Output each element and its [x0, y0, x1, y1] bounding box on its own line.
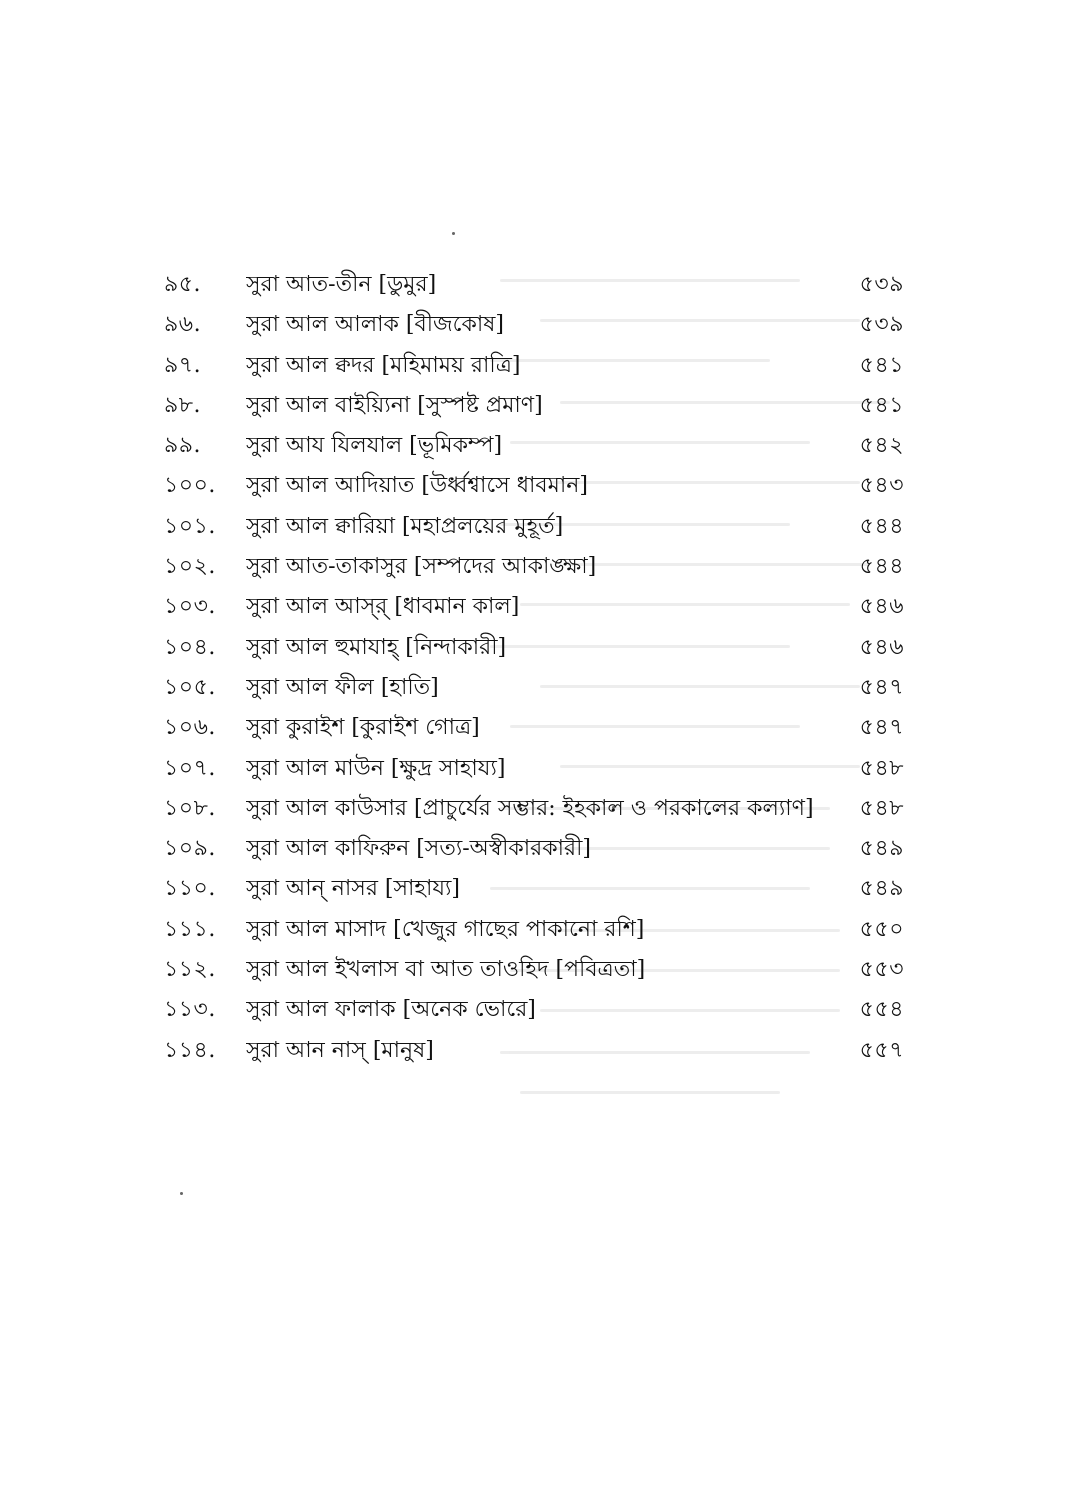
entry-number: ৯৬. [164, 312, 202, 338]
toc-entry [160, 910, 920, 950]
toc-entry [160, 668, 920, 708]
entry-page-number: ৫৫৩ [859, 957, 904, 983]
entry-number: ৯৭. [164, 352, 202, 378]
entry-number: ১০১. [164, 513, 216, 539]
entry-title: সুরা আন নাস্ [মানুষ] [246, 1037, 434, 1063]
entry-page-number: ৫৪৬ [859, 594, 904, 620]
toc-entry [160, 466, 920, 506]
toc-entry [160, 749, 920, 789]
entry-page-number: ৫৩৯ [859, 272, 904, 297]
entry-page-number: ৫৫০ [859, 916, 904, 942]
entry-title: সুরা আল ক্বারিয়া [মহাপ্রলয়ের মুহূর্ত] [246, 513, 564, 539]
toc-entry [160, 265, 920, 305]
entry-page-number: ৫৪৭ [859, 674, 904, 700]
entry-title: সুরা আল বাইয়্যিনা [সুস্পষ্ট প্রমাণ] [246, 392, 543, 418]
entry-number: ১১৪. [164, 1037, 216, 1063]
entry-page-number: ৫৪১ [859, 352, 904, 378]
entry-number: ৯৯. [164, 433, 202, 459]
entry-number: ৯৮. [164, 392, 202, 418]
toc-entry [160, 829, 920, 869]
entry-title: সুরা কুরাইশ [কুরাইশ গোত্র] [246, 715, 480, 741]
scan-speck [180, 1192, 183, 1195]
toc-entry [160, 990, 920, 1030]
entry-page-number: ৫৪৩ [859, 473, 904, 499]
entry-page-number: ৫৪৭ [859, 715, 904, 741]
entry-page-number: ৫৪৬ [859, 634, 904, 660]
entry-page-number: ৫৪৯ [859, 836, 904, 862]
entry-title: সুরা আল ক্বদর [মহিমাময় রাত্রি] [246, 352, 521, 378]
entry-number: ১০৮. [164, 795, 216, 821]
entry-title: সুরা আল হুমাযাহ্ [নিন্দাকারী] [246, 634, 507, 660]
entry-title: সুরা আল আদিয়াত [উর্ধ্বশ্বাসে ধাবমান] [246, 473, 588, 499]
entry-number: ১০২. [164, 554, 216, 580]
entry-page-number: ৫৪৯ [859, 876, 904, 902]
entry-number: ১১৩. [164, 997, 216, 1023]
entry-number: ১০০. [164, 473, 216, 499]
entry-title: সুরা আল ইখলাস বা আত তাওহিদ [পবিত্রতা] [246, 957, 646, 983]
entry-page-number: ৫৩৯ [859, 312, 904, 338]
table-of-contents [160, 265, 920, 1071]
toc-entry [160, 507, 920, 547]
toc-entry [160, 628, 920, 668]
entry-title: সুরা আল আলাক [বীজকোষ] [246, 312, 505, 338]
entry-page-number: ৫৫৪ [859, 997, 904, 1023]
entry-page-number: ৫৫৭ [859, 1037, 904, 1063]
entry-number: ১০৫. [164, 674, 216, 700]
scan-speck [452, 232, 455, 235]
entry-number: ১০৩. [164, 594, 216, 620]
toc-entry [160, 708, 920, 748]
entry-page-number: ৫৪৮ [859, 795, 904, 821]
entry-title: সুরা আল কাউসার [প্রাচুর্যের সম্ভার: ইহকাল ও পরকালের কল্যাণ] [246, 795, 814, 821]
entry-title: সুরা আত-তাকাসুর [সম্পদের আকাঙ্ক্ষা] [246, 554, 597, 580]
entry-title: সুরা আল ফালাক [অনেক ভোরে] [246, 997, 536, 1023]
entry-number: ১১২. [164, 957, 216, 983]
toc-entry [160, 426, 920, 466]
entry-title: সুরা আল ফীল [হাতি] [246, 674, 439, 700]
entry-title: সুরা আল মাউন [ক্ষুদ্র সাহায্য] [246, 755, 506, 781]
toc-entry [160, 346, 920, 386]
toc-entry [160, 305, 920, 345]
entry-page-number: ৫৪১ [859, 392, 904, 418]
entry-page-number: ৫৪৮ [859, 755, 904, 781]
entry-title: সুরা আত-তীন [ডুমুর] [246, 272, 437, 297]
entry-number: ১০৯. [164, 836, 216, 862]
toc-entry [160, 587, 920, 627]
entry-number: ১০৪. [164, 634, 216, 660]
entry-title: সুরা আন্ নাসর [সাহায্য] [246, 876, 461, 902]
toc-entry [160, 869, 920, 909]
toc-entry [160, 1031, 920, 1071]
entry-number: ১১১. [164, 916, 216, 942]
entry-page-number: ৫৪৪ [859, 554, 904, 580]
toc-entry [160, 547, 920, 587]
entry-title: সুরা আল মাসাদ [খেজুর গাছের পাকানো রশি] [246, 916, 645, 942]
toc-entry [160, 789, 920, 829]
toc-entry [160, 950, 920, 990]
toc-entry [160, 386, 920, 426]
entry-number: ১১০. [164, 876, 216, 902]
entry-title: সুরা আল কাফিরুন [সত্য-অস্বীকারকারী] [246, 836, 591, 862]
entry-page-number: ৫৪২ [859, 433, 904, 459]
entry-number: ১০৭. [164, 755, 216, 781]
entry-page-number: ৫৪৪ [859, 513, 904, 539]
entry-number: ৯৫. [164, 272, 202, 297]
entry-title: সুরা আল আস্‌র্ [ধাবমান কাল] [246, 594, 520, 620]
entry-title: সুরা আয যিলযাল [ভূমিকম্প] [246, 433, 503, 459]
entry-number: ১০৬. [164, 715, 216, 741]
